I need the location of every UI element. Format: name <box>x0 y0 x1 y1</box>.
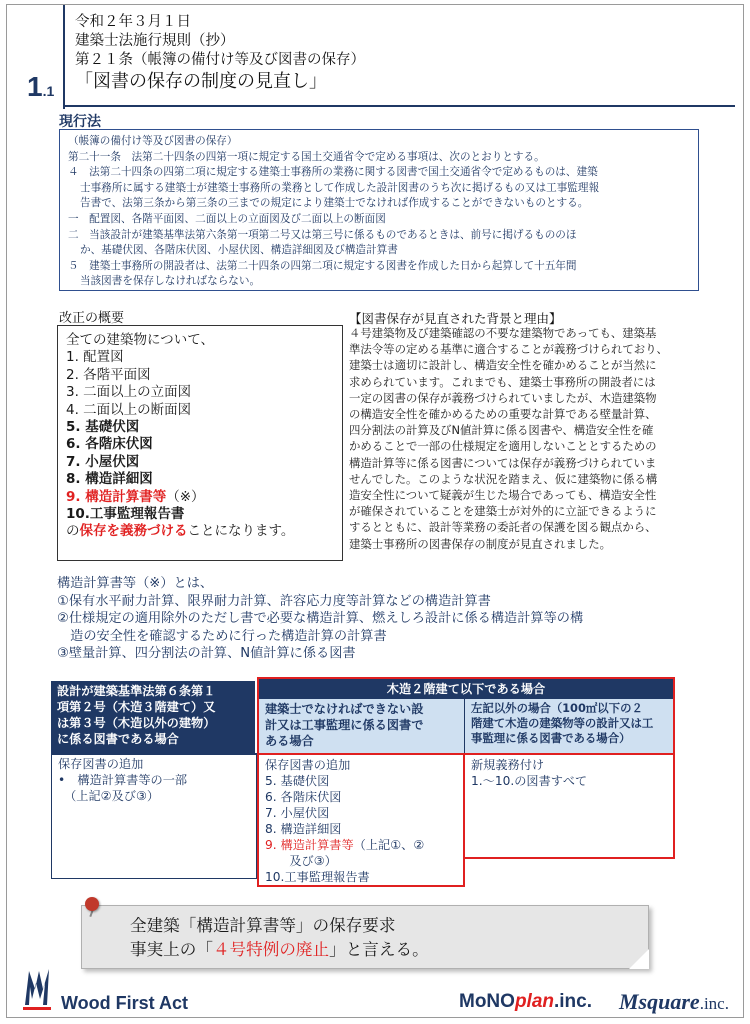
table-subheader-architect: 建築士でなければできない設 計又は工事監理に係る図書で ある場合 <box>257 699 465 753</box>
background-line: 四分割法の計算及びN値計算に係る図書や、構造安全性を確 <box>349 423 654 438</box>
law-line: 一 配置図、各階平面図、二面以上の立面図及び二面以上の断面図 <box>68 212 386 225</box>
law-line: ４ 法第二十四条の四第二項に規定する建築士事務所の業務に関する図書で国土交通省令で定めるものは、建築 <box>68 166 598 179</box>
summary-item: 8. 構造詳細図 <box>66 471 153 488</box>
background-line: 建築士事務所の図書保存の制度が見直されました。 <box>349 536 611 551</box>
note-fold-corner <box>629 949 649 969</box>
background-line: 建築士は適切に設計し、構造安全性を確かめることが当然に <box>349 358 657 373</box>
background-line: 構造計算等に係る図書については保存が義務づけられていま <box>349 455 657 470</box>
summary-item: 6. 各階床伏図 <box>66 436 153 453</box>
table-cell-architect-body: 保存図書の追加 5. 基礎伏図 6. 各階床伏図 7. 小屋伏図 8. 構造詳細図 9. 構造計算書等（上記①、② 及び③） 10.工事監理報告書 <box>257 753 465 887</box>
current-law-box <box>59 129 699 291</box>
table-cell-left-body: 保存図書の追加 • 構造計算書等の一部 （上記②及び③） <box>51 753 257 879</box>
summary-item: 7. 小屋伏図 <box>66 453 140 470</box>
calc-line: ③壁量計算、四分割法の計算、N値計算に係る図書 <box>57 646 356 662</box>
background-line: するとともに、設計等業務の委託者の保護を図る観点から、 <box>349 520 657 535</box>
background-line: が確保されていることを建築士が対外的に立証できるように <box>349 504 657 519</box>
header-horizontal-rule <box>63 105 735 107</box>
calc-line: ①保有水平耐力計算、限界耐力計算、許容応力度等計算などの構造計算書 <box>57 593 491 609</box>
background-text <box>349 325 707 552</box>
background-line: の構造安全性を確かめるための重要な計算である壁量計算、 <box>349 407 657 422</box>
background-line: かめることで一部の仕様規定を適用しないこととするための <box>349 439 657 454</box>
calc-definition <box>57 575 583 663</box>
summary-item: 5. 基礎伏図 <box>66 419 140 436</box>
wood-first-logo-icon <box>21 965 53 1011</box>
law-line: 当該図書を保存しなければならない。 <box>80 275 261 288</box>
background-line: せんでした。このような状況を踏まえ、仮に建築物に係る構 <box>349 471 658 486</box>
note-line-1: 全建築「構造計算書等」の保存要求 <box>130 916 396 935</box>
law-line: （帳簿の備付け等及び図書の保存） <box>68 135 238 147</box>
law-line: か、基礎伏図、各階床伏図、小屋伏図、構造詳細図及び構造計算書 <box>80 244 398 257</box>
law-line: 告書で、法第三条から第三条の三までの規定により建築士でなければ作成することができないものとする。 <box>80 197 589 210</box>
calc-line: 構造計算書等（※）とは、 <box>57 576 214 591</box>
summary-heading: 改正の概要 <box>59 311 125 326</box>
background-line: 求められています。これまでも、建築士事務所の開設者には <box>349 374 656 389</box>
slide-number: 1.1 <box>27 71 55 102</box>
calc-line: ②仕様規定の適用除外のただし書で必要な構造計算、燃えしろ設計に係る構造計算等の構 <box>57 611 584 627</box>
background-heading: 【図書保存が見直された背景と理由】 <box>349 311 562 326</box>
wood-first-act-logo: Wood First Act <box>61 993 188 1013</box>
law-line: 二 当該設計が建築基準法第六条第一項第二号又は第三号に係るものであるときは、前号に掲げるもののほ <box>68 228 577 241</box>
msquare-logo: Msquare.inc. <box>619 989 729 1014</box>
summary-item: 3. 二面以上の立面図 <box>66 384 192 401</box>
summary-item: 4. 二面以上の断面図 <box>66 401 192 418</box>
summary-item: 1. 配置図 <box>66 349 124 366</box>
document-page <box>6 4 744 1018</box>
note-line-2: 事実上の「４号特例の廃止」と言える。 <box>130 940 429 959</box>
header-vertical-rule <box>63 5 65 109</box>
header-block <box>75 13 365 94</box>
table-right-header: 木造２階建て以下である場合 <box>257 677 675 699</box>
background-line: 造安全性について疑義が生じた場合であっても、構造安全性 <box>349 488 657 503</box>
header-date: 令和２年３月１日 <box>75 14 191 30</box>
summary-closing: の保存を義務づけることになります。 <box>66 523 295 540</box>
table-subheader-other: 左記以外の場合（100㎡以下の２ 階建て木造の建築物等の設計又は工 事監理に係る図書である場合） <box>465 699 675 753</box>
law-line: ５ 建築士事務所の開設者は、法第二十四条の四第二項に規定する図書を作成した日から起算して十五年間 <box>68 259 577 272</box>
background-line: 準法令等の定める基準に適合することが義務づけられており、 <box>349 342 668 357</box>
page-title: 「図書の保存の制度の見直し」 <box>75 71 327 92</box>
table-cell-other-body: 新規義務付け 1.～10.の図書すべて <box>465 753 675 859</box>
background-line: ４号建築物及び建築確認の不要な建築物であっても、建築基 <box>349 326 657 340</box>
law-line: 第二十一条 法第二十四条の四第一項に規定する国土交通省令で定める事項は、次のとおりとする。 <box>68 150 545 163</box>
law-line: 士事務所に属する建築士が建築士事務所の業務として作成した設計図書のうち次に掲げるもの又は工事監理報 <box>80 181 600 194</box>
calc-line: 造の安全性を確認するために行った構造計算の計算書 <box>57 628 387 644</box>
table-left-header: 設計が建築基準法第６条第１ 項第２号（木造３階建て）又 は第３号（木造以外の建物） に係る図書である場合 <box>51 681 255 755</box>
sticky-note <box>81 905 649 969</box>
summary-item: 2. 各階平面図 <box>66 366 151 383</box>
comparison-table <box>51 677 675 887</box>
summary-intro: 全ての建築物について、 <box>66 332 214 348</box>
current-law-heading: 現行法 <box>59 114 101 130</box>
background-line: 一定の図書の保存が義務づけられていましたが、木造建築物 <box>349 390 657 405</box>
header-article: 第２１条（帳簿の備付け等及び図書の保存） <box>75 52 365 68</box>
monoplan-logo: MoNOplan.inc. <box>459 991 593 1012</box>
summary-box <box>57 325 343 561</box>
header-regulation: 建築士法施行規則（抄） <box>75 33 235 49</box>
summary-item-10: 10.工事監理報告書 <box>66 506 185 523</box>
pushpin-icon <box>85 897 99 911</box>
summary-item-9: 9. 構造計算書等（※） <box>66 488 205 505</box>
